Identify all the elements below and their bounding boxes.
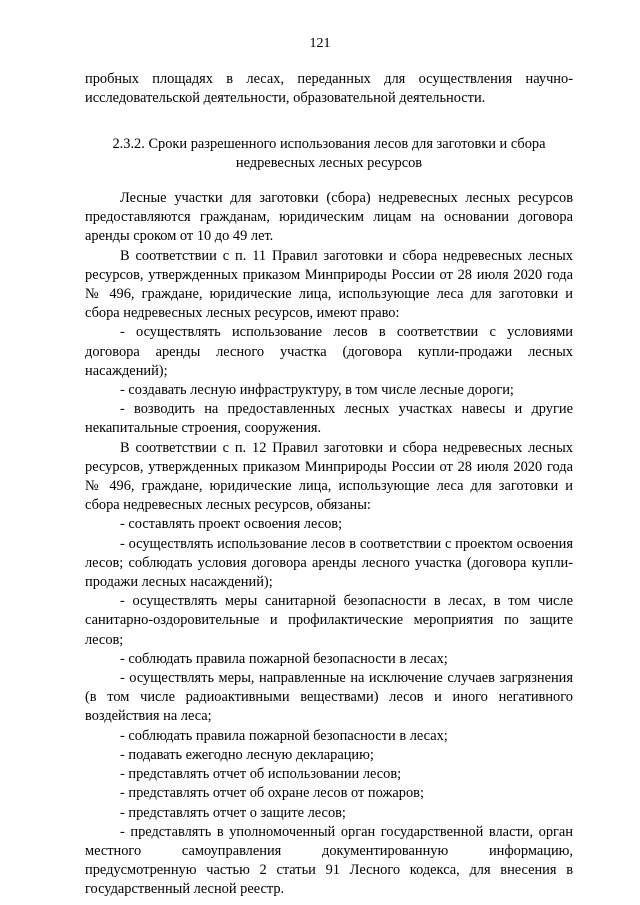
list-item: - составлять проект освоения лесов; xyxy=(120,516,343,533)
section-body xyxy=(85,189,573,900)
list-item: - подавать ежегодно лесную декларацию; xyxy=(120,746,374,763)
list-item: - осуществлять использование лесов в соответствии с проектом освоения лесов; соблюдать условия договора аренды лесного участка (договора купли-продажи лесных насаждений); xyxy=(85,535,573,591)
list-item: - возводить на предоставленных лесных участках навесы и другие некапитальные строения, сооружения. xyxy=(85,401,573,437)
list-item: - осуществлять меры, направленные на исключение случаев загрязнения (в том числе радиоактивными веществами) лесов и иного негативного воздействия на леса; xyxy=(85,670,573,725)
list-item: - осуществлять меры санитарной безопасности в лесах, в том числе санитарно-оздоровительные и профилактические мероприятия по защите лесов; xyxy=(85,593,573,648)
page-number: 121 xyxy=(309,36,331,51)
paragraph: В соответствии с п. 11 Правил заготовки и сбора недревесных лесных ресурсов, утвержденных приказом Минприроды России от 28 июля 2020 года № 496, граждане, юридические лица, использующие леса для заготовки и сбора недревесных лесных ресурсов, имеют право: xyxy=(85,247,573,322)
list-item: - соблюдать правила пожарной безопасности в лесах; xyxy=(120,727,448,744)
list-item: - представлять отчет об использовании лесов; xyxy=(120,766,402,783)
paragraph: Лесные участки для заготовки (сбора) недревесных лесных ресурсов предоставляются гражданам, юридическим лицам на основании договора аренды сроком от 10 до 49 лет. xyxy=(85,190,573,245)
intro-paragraph xyxy=(85,70,573,108)
section-title xyxy=(85,135,573,173)
list-item: - представлять отчет о защите лесов; xyxy=(120,804,346,821)
section-title-line-1: 2.3.2. Сроки разрешенного использования лесов для заготовки и сбора xyxy=(112,136,546,152)
intro-text: пробных площадях в лесах, переданных для осуществления научно-исследовательской деятельности, образовательной деятельности. xyxy=(85,71,573,107)
list-item: - соблюдать правила пожарной безопасности в лесах; xyxy=(120,650,448,667)
section-title-line-2: недревесных лесных ресурсов xyxy=(235,155,423,172)
list-item: - представлять в уполномоченный орган государственной власти, орган местного самоуправления документированную информацию, предусмотренную частью 2 статьи 91 Лесного кодекса, для внесения в государственный лесной реестр. xyxy=(85,823,573,898)
paragraph: В соответствии с п. 12 Правил заготовки и сбора недревесных лесных ресурсов, утвержденных приказом Минприроды России от 28 июля 2020 года № 496, граждане, юридические лица, использующие леса для заготовки и сбора недревесных лесных ресурсов, обязаны: xyxy=(85,439,573,514)
list-item: - создавать лесную инфраструктуру, в том числе лесные дороги; xyxy=(120,382,514,399)
list-item: - осуществлять использование лесов в соответствии с условиями договора аренды лесного участка (договора купли-продажи лесных насаждений); xyxy=(85,324,573,379)
list-item: - представлять отчет об охране лесов от пожаров; xyxy=(120,785,424,802)
